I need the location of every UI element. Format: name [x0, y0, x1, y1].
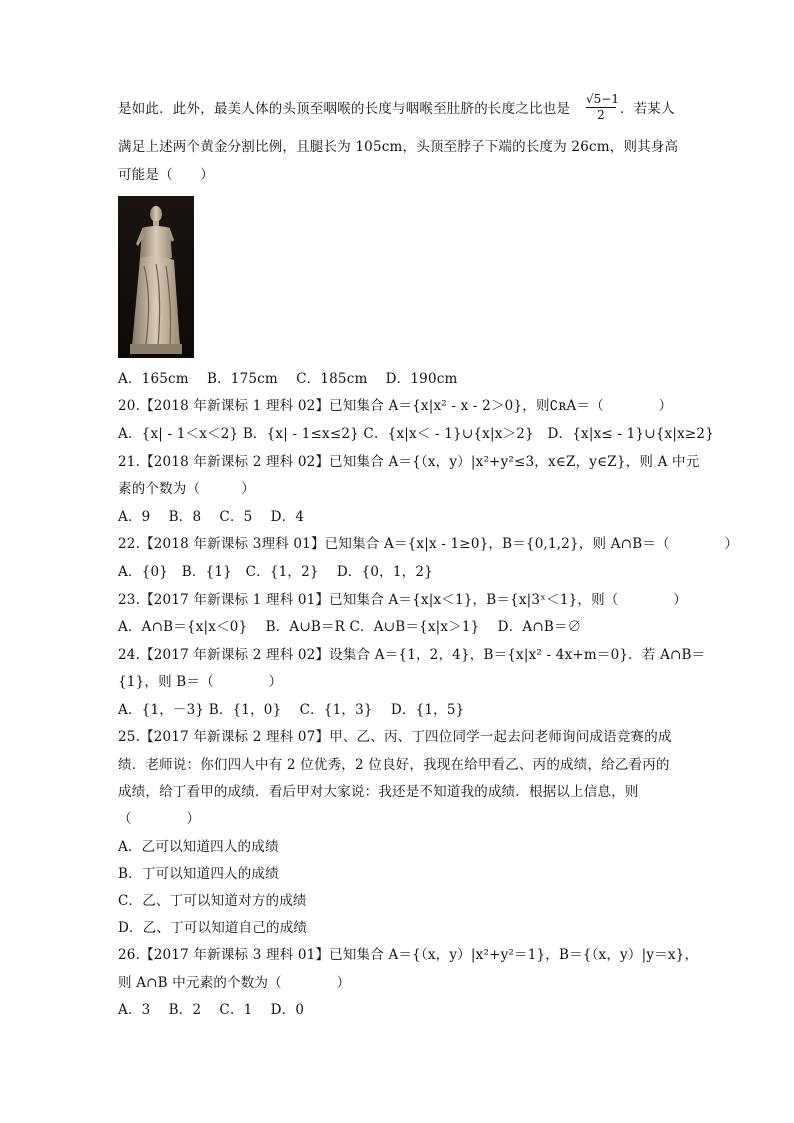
q25-option-a: A．乙可以知道四人的成绩	[118, 839, 279, 855]
q21-options: A．9 B．8 C．5 D．4	[118, 509, 305, 525]
q26-stem-2: 则 A∩B 中元素的个数为（ ）	[118, 975, 351, 991]
q25-option-c: C．乙、丁可以知道对方的成绩	[118, 893, 307, 909]
q23-options: A．A∩B＝{x|x＜0} B．A∪B＝R C．A∪B＝{x|x＞1} D．A∩B＝∅	[118, 619, 582, 635]
q23-stem: 23.【2017 年新课标 1 理科 01】已知集合 A＝{x|x＜1}，B＝{x|3ˣ＜1}，则（ ）	[118, 592, 688, 608]
q21-stem-2: 素的个数为（ ）	[118, 481, 255, 497]
q25-stem-2: 绩．老师说：你们四人中有 2 位优秀，2 位良好，我现在给甲看乙、丙的成绩，给乙看丙的	[118, 757, 670, 773]
q20-options: A．{x| - 1＜x＜2} B．{x| - 1≤x≤2} C．{x|x＜ - 1}∪{x|x＞2} D．{x|x≤ - 1}∪{x|x≥2}	[118, 426, 714, 442]
q24-stem-1: 24.【2017 年新课标 2 理科 02】设集合 A＝{1，2，4}，B＝{x|x² - 4x+m＝0}．若 A∩B＝	[118, 647, 706, 663]
q19-options: A．165cm B．175cm C．185cm D．190cm	[118, 371, 458, 387]
fraction-numerator: √5−1	[586, 92, 619, 106]
venus-statue-image	[118, 196, 194, 358]
q22-stem: 22.【2018 年新课标 3理科 01】已知集合 A＝{x|x - 1≥0}，B＝{0,1,2}，则 A∩B＝（ ）	[118, 536, 739, 552]
q25-option-d: D．乙、丁可以知道自己的成绩	[118, 920, 308, 936]
q25-stem-1: 25.【2017 年新课标 2 理科 07】甲、乙、丙、丁四位同学一起去问老师询问成语竞赛的成	[118, 729, 672, 745]
q22-options: A．{0} B．{1} C．{1，2} D．{0，1，2}	[118, 564, 433, 580]
text-line-2: 满足上述两个黄金分割比例，且腿长为 105cm，头顶至脖子下端的长度为 26cm，则其身高	[118, 139, 679, 155]
text-line-1: 是如此．此外，最美人体的头顶至咽喉的长度与咽喉至肚脐的长度之比也是	[118, 101, 571, 117]
q25-stem-4: （ ）	[118, 811, 201, 827]
q20-stem: 20.【2018 年新课标 1 理科 02】已知集合 A＝{x|x² - x - 2＞0}，则∁ʀA＝（ ）	[118, 398, 673, 414]
q26-options: A．3 B．2 C．1 D．0	[118, 1002, 305, 1018]
fraction-denominator: 2	[597, 108, 605, 122]
q25-option-b: B．丁可以知道四人的成绩	[118, 866, 279, 882]
q26-stem-1: 26.【2017 年新课标 3 理科 01】已知集合 A＝{（x，y）|x²+y²＝1}，B＝{（x，y）|y＝x}，	[118, 947, 699, 963]
text-line-3: 可能是（ ）	[118, 167, 214, 183]
q24-stem-2: {1}，则 B＝（ ）	[118, 674, 283, 690]
q21-stem-1: 21.【2018 年新课标 2 理科 02】已知集合 A＝{（x，y）|x²+y²≤3，x∈Z，y∈Z}，则 A 中元	[118, 454, 700, 470]
text-line-1-tail: ．若某人	[620, 101, 675, 117]
golden-ratio-fraction	[586, 92, 619, 122]
q25-stem-3: 成绩，给丁看甲的成绩．看后甲对大家说：我还是不知道我的成绩．根据以上信息，则	[118, 784, 639, 800]
q24-options: A．{1，－3} B．{1，0} C．{1，3} D．{1，5}	[118, 702, 465, 718]
